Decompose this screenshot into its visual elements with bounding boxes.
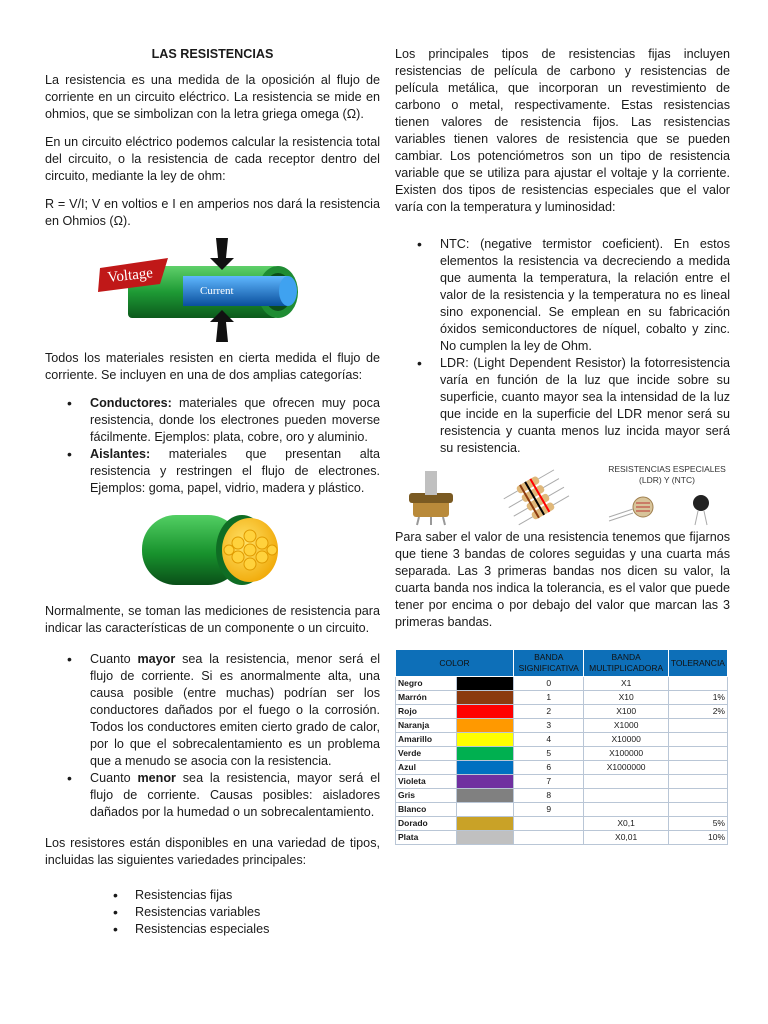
table-row: [396, 691, 728, 705]
table-row: [396, 705, 728, 719]
tolerance-cell: [668, 677, 727, 691]
list-item: • Resistencias especiales: [45, 921, 380, 938]
formula-paragraph: R = V/I; V en voltios e I en amperios nos dará la resistencia en Ohmios (Ω).: [45, 197, 380, 228]
list-item: • Aislantes: materiales que presentan alta resistencia y restringen el flujo de electrones. Ejemplos: goma, papel, vidrio, madera y plástico.: [45, 446, 380, 497]
significant-cell: [514, 817, 584, 831]
tolerance-cell: [668, 733, 727, 747]
materials-paragraph: Todos los materiales resisten en cierta medida el flujo de corriente. Se incluyen en una de dos amplias categorías:: [45, 351, 380, 382]
resistor-kinds-paragraph: Los principales tipos de resistencias fijas incluyen resistencias de película de carbono y resistencias de película metálica, que incorporan un revestimiento de carbono o metal, respectivamente. Estas resistencias tienen valores de resistencia fijos. Las resistencias variables tienen valores de resistencia que se pueden cambiar. Los potenciómetros son un tipo de resistencia variable que se utiliza para ajustar el voltaje y la corriente. Existen dos tipos de resistencias especiales que el valor varía con la temperatura y luminosidad:: [395, 47, 730, 214]
fixed-resistors-image: [502, 466, 571, 527]
multiplier-cell: [584, 803, 668, 817]
color-name-cell: Plata: [396, 831, 457, 845]
special-resistors-list: [395, 236, 730, 457]
tolerance-cell: [668, 775, 727, 789]
color-swatch: [457, 761, 513, 774]
color-swatch: [457, 691, 513, 704]
color-swatch-cell: [457, 803, 514, 817]
table-row: [396, 733, 728, 747]
table-row: [396, 817, 728, 831]
significant-cell: [514, 831, 584, 845]
material-categories-list: [45, 395, 380, 497]
multiplier-cell: [584, 775, 668, 789]
special-resistors-caption-sub: (LDR) Y (NTC): [639, 475, 695, 485]
significant-cell: 1: [514, 691, 584, 705]
intro-paragraph: La resistencia es una medida de la oposición al flujo de corriente en un circuito eléctrico. La resistencia se mide en ohmios, que se simbolizan con la letra griega omega (Ω).: [45, 73, 380, 121]
multiplier-cell: X1000: [584, 719, 668, 733]
color-swatch-cell: [457, 677, 514, 691]
resistor-photos-illustration: [395, 463, 730, 527]
right-column: [395, 46, 730, 845]
tolerance-cell: 10%: [668, 831, 727, 845]
table-row: [396, 775, 728, 789]
color-swatch: [457, 817, 513, 830]
voltage-current-illustration: [98, 236, 328, 344]
significant-cell: 5: [514, 747, 584, 761]
header-significant: BANDA SIGNIFICATIVA: [514, 650, 584, 677]
significant-cell: 9: [514, 803, 584, 817]
header-color: COLOR: [396, 650, 514, 677]
color-swatch: [457, 803, 513, 816]
header-multiplier: BANDA MULTIPLICADORA: [584, 650, 668, 677]
list-item: • NTC: (negative termistor coeficient). En estos elementos la resistencia va decreciendo a medida que aumenta la temperatura, la relación entre el valor de la resistencia y la temperatura no es lineal sino exponencial. Se emplean en su fabricación óxidos semiconductores de níquel, cobalto y zinc. No cumplen la ley de Ohm.: [395, 236, 730, 355]
table-row: [396, 747, 728, 761]
color-swatch-cell: [457, 705, 514, 719]
multiplier-cell: X0,1: [584, 817, 668, 831]
color-swatch-cell: [457, 733, 514, 747]
table-row: [396, 789, 728, 803]
color-swatch: [457, 831, 513, 844]
multiplier-cell: X100000: [584, 747, 668, 761]
color-name-cell: Dorado: [396, 817, 457, 831]
color-swatch-cell: [457, 719, 514, 733]
color-name-cell: Amarillo: [396, 733, 457, 747]
color-swatch: [457, 719, 513, 732]
significant-cell: 8: [514, 789, 584, 803]
resistor-types-list: [45, 887, 380, 938]
list-item: • Conductores: materiales que ofrecen muy poca resistencia, donde los electrones pueden moverse fácilmente. Ejemplos: plata, cobre, oro y aluminio.: [45, 395, 380, 446]
color-swatch-cell: [457, 747, 514, 761]
list-item: • Resistencias fijas: [45, 887, 380, 904]
color-name-cell: Blanco: [396, 803, 457, 817]
tolerance-cell: [668, 803, 727, 817]
color-swatch: [457, 733, 513, 746]
color-swatch: [457, 747, 513, 760]
list-item: • Cuanto menor sea la resistencia, mayor será el flujo de corriente. Causas posibles: aisladores dañados por la humedad o un sobrecalentamiento.: [45, 770, 380, 821]
current-label: Current: [199, 285, 234, 297]
multiplier-cell: X0,01: [584, 831, 668, 845]
table-row: [396, 761, 728, 775]
multiplier-cell: X1: [584, 677, 668, 691]
color-name-cell: Verde: [396, 747, 457, 761]
tolerance-cell: 1%: [668, 691, 727, 705]
color-name-cell: Azul: [396, 761, 457, 775]
list-item: • LDR: (Light Dependent Resistor) la fotorresistencia varía en función de la luz que incide sobre su superficie, cuanto mayor sea la intensidad de la luz que incide en la superficie del LDR menor será su resistencia y cuanta menos luz incida mayor será su resistencia.: [395, 355, 730, 457]
multiplier-cell: [584, 789, 668, 803]
color-swatch: [457, 789, 513, 802]
multiplier-cell: X1000000: [584, 761, 668, 775]
header-tolerance: TOLERANCIA: [668, 650, 727, 677]
multiplier-cell: X10: [584, 691, 668, 705]
multiplier-cell: X100: [584, 705, 668, 719]
color-swatch-cell: [457, 775, 514, 789]
color-swatch: [457, 775, 513, 788]
color-code-table: [395, 649, 728, 845]
resistor-types-paragraph: Los resistores están disponibles en una variedad de tipos, incluidas las siguientes variedades principales:: [45, 836, 380, 867]
tolerance-cell: [668, 789, 727, 803]
page-title: LAS RESISTENCIAS: [151, 47, 274, 61]
color-swatch-cell: [457, 691, 514, 705]
significant-cell: 6: [514, 761, 584, 775]
ohm-law-paragraph: En un circuito eléctrico podemos calcular la resistencia total del circuito, o la resistencia de cada receptor dentro del circuito, mediante la ley de ohm:: [45, 135, 380, 183]
left-column: [45, 46, 380, 938]
potentiometer-image: [409, 471, 453, 525]
table-row: [396, 831, 728, 845]
color-swatch-cell: [457, 761, 514, 775]
significant-cell: 7: [514, 775, 584, 789]
conductor-wire-illustration: [138, 505, 288, 593]
color-name-cell: Gris: [396, 789, 457, 803]
table-row: [396, 803, 728, 817]
tolerance-cell: [668, 719, 727, 733]
list-item: • Resistencias variables: [45, 904, 380, 921]
list-item: • Cuanto mayor sea la resistencia, menor será el flujo de corriente. Si es anormalmente alta, una causa posible (entre muchas) podrían ser los conductores dañados por el fuego o la corrosión. Todos los conductores emiten cierto grado de calor, por lo que el sobrecalentamiento es un problema que a menudo se asocia con la resistencia.: [45, 651, 380, 770]
multiplier-cell: X10000: [584, 733, 668, 747]
color-swatch: [457, 705, 513, 718]
color-swatch-cell: [457, 831, 514, 845]
voltage-label: Voltage: [106, 265, 154, 286]
significant-cell: 0: [514, 677, 584, 691]
significant-cell: 3: [514, 719, 584, 733]
significant-cell: 4: [514, 733, 584, 747]
color-name-cell: Rojo: [396, 705, 457, 719]
color-name-cell: Violeta: [396, 775, 457, 789]
tolerance-cell: 5%: [668, 817, 727, 831]
color-swatch-cell: [457, 817, 514, 831]
tolerance-cell: 2%: [668, 705, 727, 719]
table-row: [396, 719, 728, 733]
color-swatch: [457, 677, 513, 690]
measurement-paragraph: Normalmente, se toman las mediciones de resistencia para indicar las características de un componente o un circuito.: [45, 604, 380, 635]
measurement-list: [45, 651, 380, 821]
color-swatch-cell: [457, 789, 514, 803]
ntc-image: [693, 495, 709, 525]
color-name-cell: Negro: [396, 677, 457, 691]
significant-cell: 2: [514, 705, 584, 719]
tolerance-cell: [668, 747, 727, 761]
color-code-paragraph: Para saber el valor de una resistencia tenemos que fijarnos que tiene 3 bandas de colores seguidas y una cuarta más separada. Las 3 primeras bandas nos dicen su valor, la cuarta banda nos indica la tolerancia, es el valor que puede tener por encima o por debajo del valor que marcan las 3 primeras bandas.: [395, 530, 730, 629]
color-name-cell: Naranja: [396, 719, 457, 733]
tolerance-cell: [668, 761, 727, 775]
color-name-cell: Marrón: [396, 691, 457, 705]
table-row: [396, 677, 728, 691]
ldr-image: [609, 497, 653, 521]
special-resistors-caption: RESISTENCIAS ESPECIALES: [608, 464, 726, 474]
